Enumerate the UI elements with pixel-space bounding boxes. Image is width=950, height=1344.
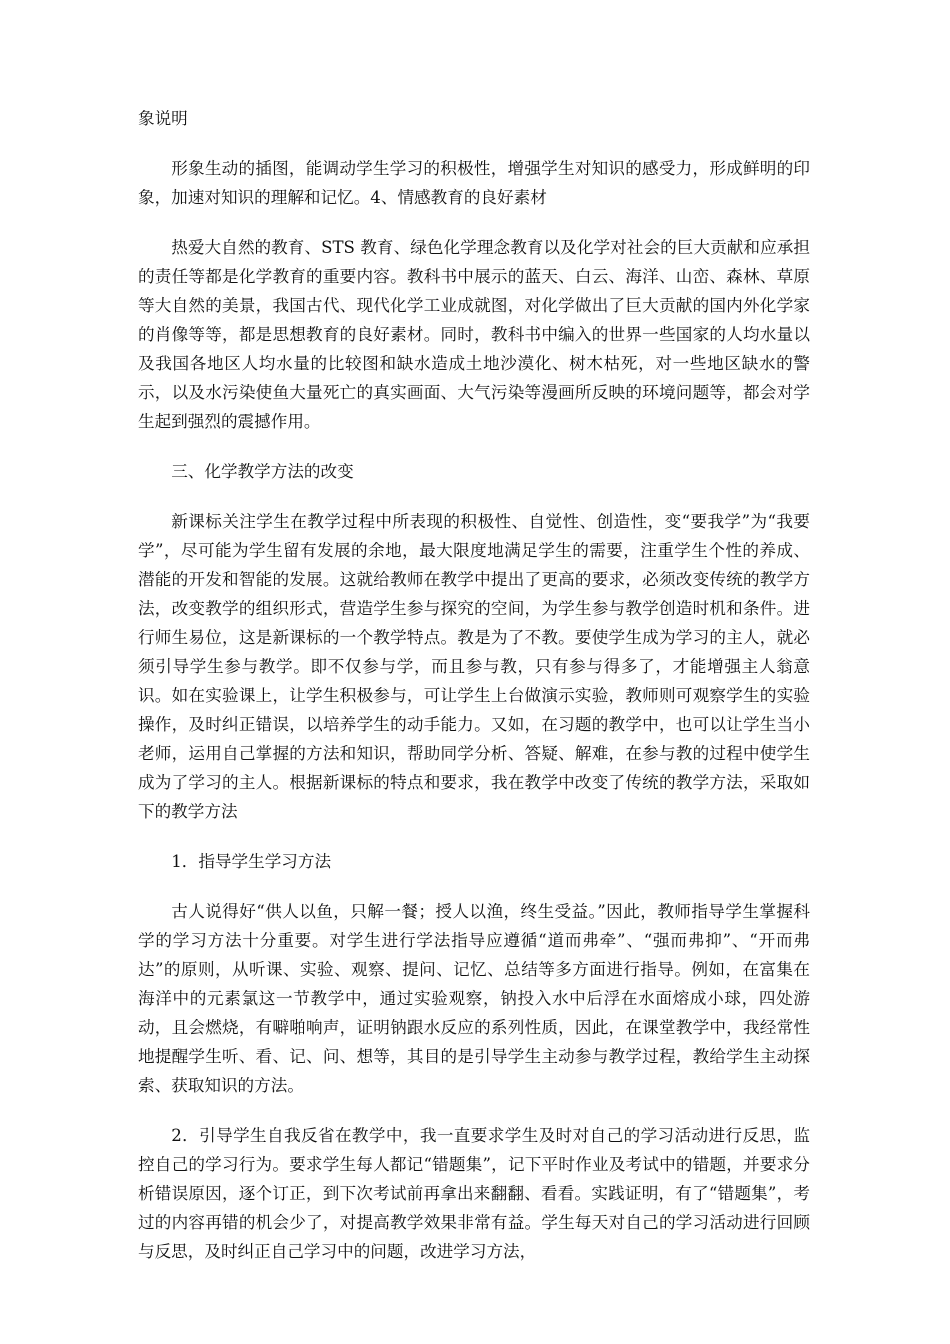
document-page	[138, 104, 810, 1266]
paragraph-new-curriculum: 新课标关注学生在教学过程中所表现的积极性、自觉性、创造性，变“要我学”为“我要学”，尽可能为学生留有发展的余地，最大限度地满足学生的需要，注重学生个性的养成、潜能的开发和智能的发展。这就给教师在教学中提出了更高的要求，必须改变传统的教学方法，改变教学的组织形式，营造学生参与探究的空间，为学生参与教学创造时机和条件。进行师生易位，这是新课标的一个教学特点。教是为了不教。要使学生成为学习的主人，就必须引导学生参与教学。即不仅参与学，而且参与教，只有参与得多了，才能增强主人翁意识。如在实验课上，让学生积极参与，可让学生上台做演示实验，教师则可观察学生的实验操作，及时纠正错误，以培养学生的动手能力。又如，在习题的教学中，也可以让学生当小老师，运用自己掌握的方法和知识，帮助同学分析、答疑、解难，在参与教的过程中使学生成为了学习的主人。根据新课标的特点和要求，我在教学中改变了传统的教学方法，采取如下的教学方法	[138, 512, 810, 821]
paragraph-emotional-education: 热爱大自然的教育、STS 教育、绿色化学理念教育以及化学对社会的巨大贡献和应承担的责任等都是化学教育的重要内容。教科书中展示的蓝天、白云、海洋、山峦、森林、草原等大自然的美景，我国古代、现代化学工业成就图，对化学做出了巨大贡献的国内外化学家的肖像等等，都是思想教育的良好素材。同时，教科书中编入的世界一些国家的人均水量以及我国各地区人均水量的比较图和缺水造成土地沙漠化、树木枯死，对一些地区缺水的警示，以及水污染使鱼大量死亡的真实画面、大气污染等漫画所反映的环境问题等，都会对学生起到强烈的震撼作用。	[138, 238, 810, 431]
section-heading-teaching-methods: 三、化学教学方法的改变	[171, 462, 354, 481]
paragraph-self-reflection: 2．引导学生自我反省在教学中，我一直要求学生及时对自己的学习活动进行反思，监控自己的学习行为。要求学生每人都记“错题集”，记下平时作业及考试中的错题，并要求分析错误原因，逐个订正，到下次考试前再拿出来翻翻、看看。实践证明，有了“错题集”，考过的内容再错的机会少了，对提高教学效果非常有益。学生每天对自己的学习活动进行回顾与反思，及时纠正自己学习中的问题，改进学习方法，	[138, 1126, 810, 1261]
paragraph-illustration-effect: 形象生动的插图，能调动学生学习的积极性，增强学生对知识的感受力，形成鲜明的印象，加速对知识的理解和记忆。4、情感教育的良好素材	[138, 159, 810, 207]
paragraph-learning-methods: 古人说得好“供人以鱼，只解一餐；授人以渔，终生受益。”因此，教师指导学生掌握科学的学习方法十分重要。对学生进行学法指导应遵循“道而弗牵”、“强而弗抑”、“开而弗达”的原则，从听课、实验、观察、提问、记忆、总结等多方面进行指导。例如，在富集在海洋中的元素氯这一节教学中，通过实验观察，钠投入水中后浮在水面熔成小球，四处游动，且会燃烧，有噼啪响声，证明钠跟水反应的系列性质，因此，在课堂教学中，我经常性地提醒学生听、看、记、问、想等，其目的是引导学生主动参与教学过程，教给学生主动探索、获取知识的方法。	[138, 902, 810, 1095]
paragraph-continuation: 象说明	[138, 109, 188, 128]
subheading-learning-methods: 1．指导学生学习方法	[171, 852, 332, 871]
